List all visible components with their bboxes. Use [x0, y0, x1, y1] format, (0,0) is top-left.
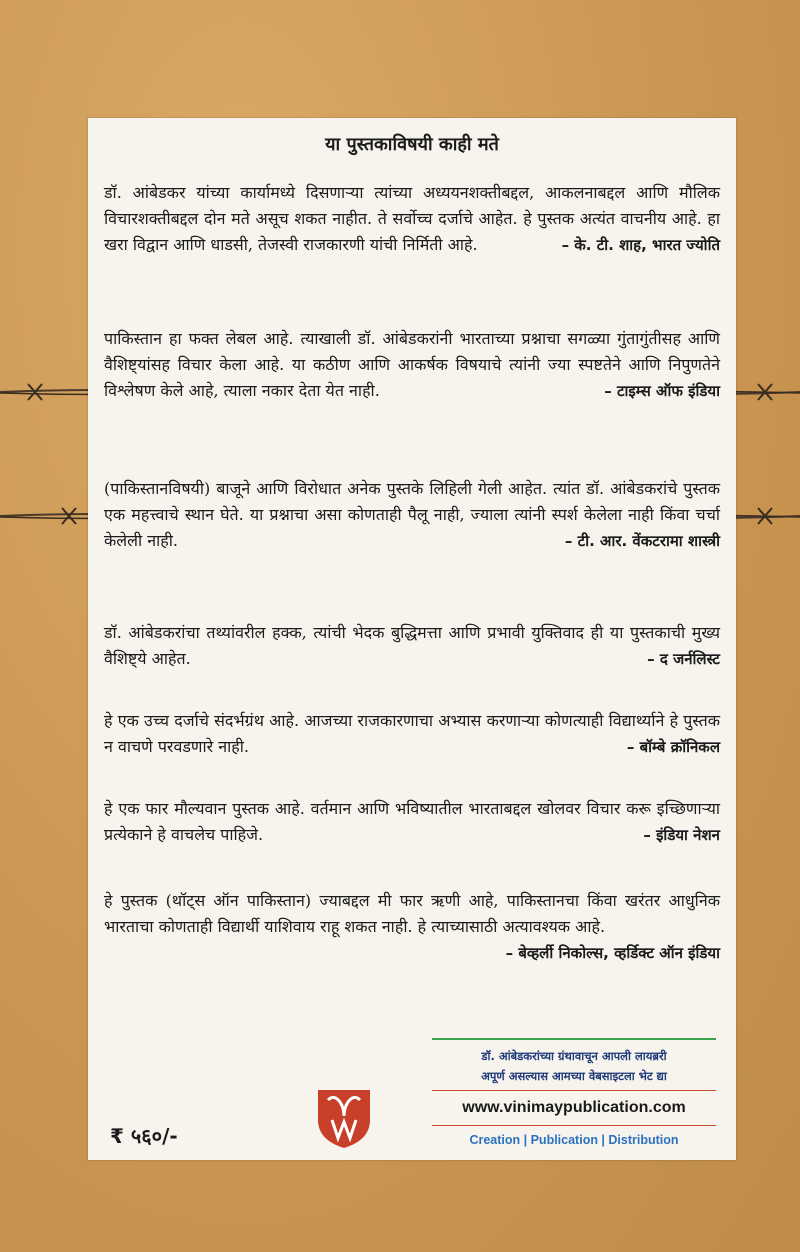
- price-label: ₹ ५६०/-: [110, 1124, 178, 1148]
- quote-source: – टी. आर. वेंकटरामा शास्त्री: [564, 532, 720, 550]
- promo-line-1: डॉ. आंबेडकरांच्या ग्रंथावाचून आपली लायब्ररी: [481, 1049, 667, 1063]
- quote-text: (पाकिस्तानविषयी) बाजूने आणि विरोधात अनेक पुस्तके लिहिली गेली आहेत. त्यांत डॉ. आंबेडकरांचे पुस्तक एक महत्त्वाचे स्थान घेते. या प्रश्नाचा असा कोणताही पैलू नाही, ज्याला त्यांनी स्पर्श केलेला नाही किंवा चर्चा केलेली नाही.: [104, 479, 720, 550]
- promo-divider: [432, 1038, 716, 1040]
- promo-line-2: अपूर्ण असल्यास आमच्या वेबसाइटला भेट द्या: [481, 1069, 667, 1083]
- content-panel: [88, 118, 736, 1160]
- quote-source: – टाइम्स ऑफ इंडिया: [604, 382, 720, 400]
- quote-text: हे पुस्तक (थॉट्स ऑन पाकिस्तान) ज्याबद्दल मी फार ऋणी आहे, पाकिस्तानचा किंवा खरंतर आधुनिक भारताचा कोणताही विद्यार्थी याशिवाय राहू शकत नाही. हे त्याच्यासाठी अत्यावश्यक आहे.: [104, 891, 720, 936]
- quote-source: – द जर्नलिस्ट: [647, 650, 720, 668]
- quote-source: – इंडिया नेशन: [643, 826, 720, 844]
- quote-source: – के. टी. शाह, भारत ज्योति: [561, 236, 720, 254]
- quote-5: [104, 708, 720, 760]
- page-title: या पुस्तकाविषयी काही मते: [325, 134, 499, 155]
- quote-3: [104, 476, 720, 554]
- quote-text: डॉ. आंबेडकर यांच्या कार्यामध्ये दिसणाऱ्या त्यांच्या अध्ययनशक्तीबद्दल, आकलनाबद्दल आणि मौलिक विचारशक्तीबद्दल दोन मते असूच शकत नाहीत. ते सर्वोच्च दर्जाचे आहेत. हे पुस्तक अत्यंत वाचनीय आहे. हा खरा विद्वान आणि धाडसी, तेजस्वी राजकारणी यांची निर्मिती आहे.: [104, 183, 720, 254]
- quote-text: पाकिस्तान हा फक्त लेबल आहे. त्याखाली डॉ. आंबेडकरांनी भारताच्या प्रश्नाचा सगळ्या गुंतागुंतीसह आणि वैशिष्ट्यांसह विचार केला आहे. या कठीण आणि आकर्षक विषयाचे त्यांनी ज्या स्पष्टतेने आणि निपुणतेने विश्लेषण केले आहे, त्याला नकार देता येत नाही.: [104, 329, 720, 400]
- quote-text: डॉ. आंबेडकरांचा तथ्यांवरील हक्क, त्यांची भेदक बुद्धिमत्ता आणि प्रभावी युक्तिवाद ही या पुस्तकाची मुख्य वैशिष्ट्ये आहेत.: [104, 623, 720, 668]
- promo-tagline: Creation | Publication | Distribution: [469, 1133, 679, 1147]
- quote-source: – बॉम्बे क्रॉनिकल: [626, 738, 720, 756]
- quote-text: हे एक उच्च दर्जाचे संदर्भग्रंथ आहे. आजच्या राजकारणाचा अभ्यास करणाऱ्या कोणत्याही विद्यार्थ्याने हे पुस्तक न वाचणे परवडणारे नाही.: [104, 711, 720, 756]
- quote-1: [104, 180, 720, 258]
- promo-block: [432, 1038, 716, 1150]
- quote-4: [104, 620, 720, 672]
- quote-7: [104, 888, 720, 966]
- quote-source: – बेव्हर्ली निकोल्स, व्हर्डिक्ट ऑन इंडिया: [505, 944, 720, 962]
- quote-text: हे एक फार मौल्यवान पुस्तक आहे. वर्तमान आणि भविष्यातील भारताबद्दल खोलवर विचार करू इच्छिणाऱ्या प्रत्येकाने हे वाचलेच पाहिजे.: [104, 799, 720, 844]
- promo-divider: [432, 1090, 716, 1091]
- quote-2: [104, 326, 720, 404]
- quote-6: [104, 796, 720, 848]
- promo-divider: [432, 1125, 716, 1126]
- website-link[interactable]: www.vinimaypublication.com: [462, 1099, 686, 1116]
- vinimay-shield-logo-icon: [314, 1086, 374, 1150]
